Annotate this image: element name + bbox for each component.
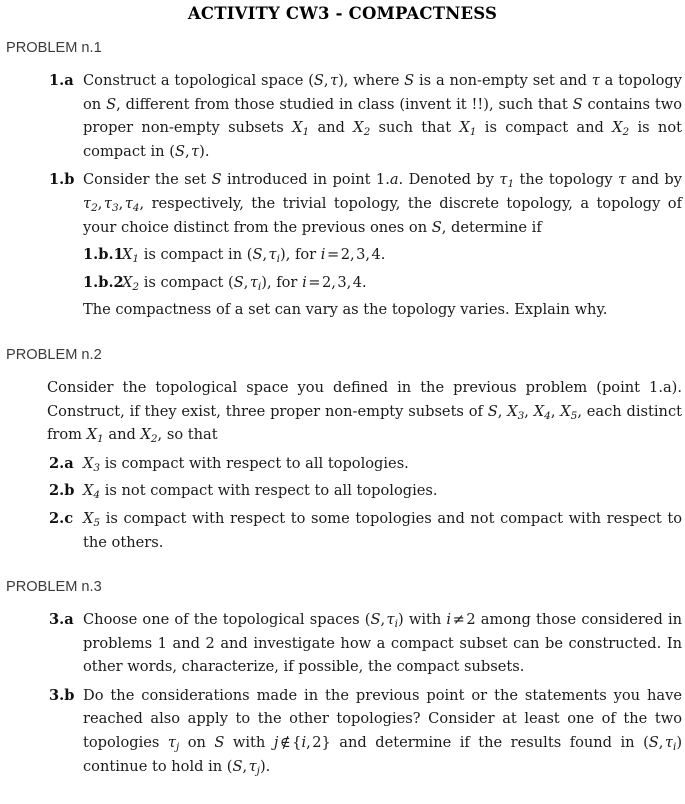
page-title: ACTIVITY CW3 - COMPACTNESS <box>187 4 498 23</box>
item-body-3b: Do the considerations made in the previous point or the statements you have reached also apply to the other topologies? Consider at least one of the two topologies $\tau_j$ on S with j ∉ {i, 2} and determine if the results found in (S, $\tau_i$) continue to hold in (S, $\tau_j$). <box>83 686 683 777</box>
list-item <box>0 608 685 679</box>
list-item <box>0 271 685 295</box>
list-item <box>0 243 685 267</box>
item-label-2b: 2.b <box>49 482 75 500</box>
item-label-1b2: 1.b.2 <box>83 273 124 291</box>
item-label-1b1: 1.b.1 <box>83 246 124 264</box>
item-label-2a: 2.a <box>49 454 74 472</box>
problem-heading-2: PROBLEM n.2 <box>6 346 102 363</box>
item-body-2c: $X_5$ is compact with respect to some topologies and not compact with respect to the others. <box>83 509 682 551</box>
item-label-3a: 3.a <box>49 611 74 629</box>
list-item <box>0 69 685 163</box>
item-body-1b-note: The compactness of a set can vary as the topology varies. Explain why. <box>83 301 608 319</box>
section-problem-2 <box>0 347 685 554</box>
item-body-1b: Consider the set S introduced in point 1.a. Denoted by $\tau_1$ the topology τ and by $\tau_2$, $\tau_3$, $\tau_4$, respectively, the trivial topology, the discrete topology, a topology of your choice distinct from the previous ones on S, determine if <box>83 171 682 236</box>
problem-heading-3: PROBLEM n.3 <box>6 579 102 596</box>
item-label-1b: 1.b <box>49 171 75 189</box>
list-item <box>0 479 685 503</box>
item-body-2b: $X_4$ is not compact with respect to all topologies. <box>83 482 438 502</box>
list-item <box>0 452 685 476</box>
problem-2-intro: Consider the topological space you defined in the previous problem (point 1.a). Construct, if they exist, three proper non-empty subsets of S, $X_3$, $X_4$, $X_5$, each distinct from $X_1$ and $X_2$, so that <box>47 378 682 446</box>
section-problem-3 <box>0 579 685 778</box>
list-item <box>0 168 685 239</box>
item-body-1b2: $X_2$ is compact (S, $\tau_i$), for i = 2, 3, 4. <box>122 273 367 293</box>
item-body-2a: $X_3$ is compact with respect to all topologies. <box>83 454 409 474</box>
item-body-3a: Choose one of the topological spaces (S, $\tau_i$) with i ≠ 2 among those considered in problems 1 and 2 and investigate how a compact subset can be constructed. In other words, characterize, if possible, the compact subsets. <box>83 611 683 676</box>
section-problem-1 <box>0 40 685 322</box>
list-item <box>0 507 685 554</box>
list-item <box>0 684 685 778</box>
item-label-2c: 2.c <box>49 509 74 527</box>
item-label-3b: 3.b <box>49 686 75 704</box>
problem-heading-1: PROBLEM n.1 <box>6 40 102 56</box>
item-body-1b1: $X_1$ is compact in (S, $\tau_i$), for i = 2, 3, 4. <box>122 246 386 266</box>
item-body-1a: Construct a topological space (S, τ), where S is a non-empty set and τ a topology on S, different from those studied in class (invent it !!), such that S contains two proper non-empty subsets $X_1$ and $X_2$ such that $X_1$ is compact and $X_2$ is not compact in (S, τ). <box>83 72 682 160</box>
item-label-1a: 1.a <box>49 72 74 89</box>
